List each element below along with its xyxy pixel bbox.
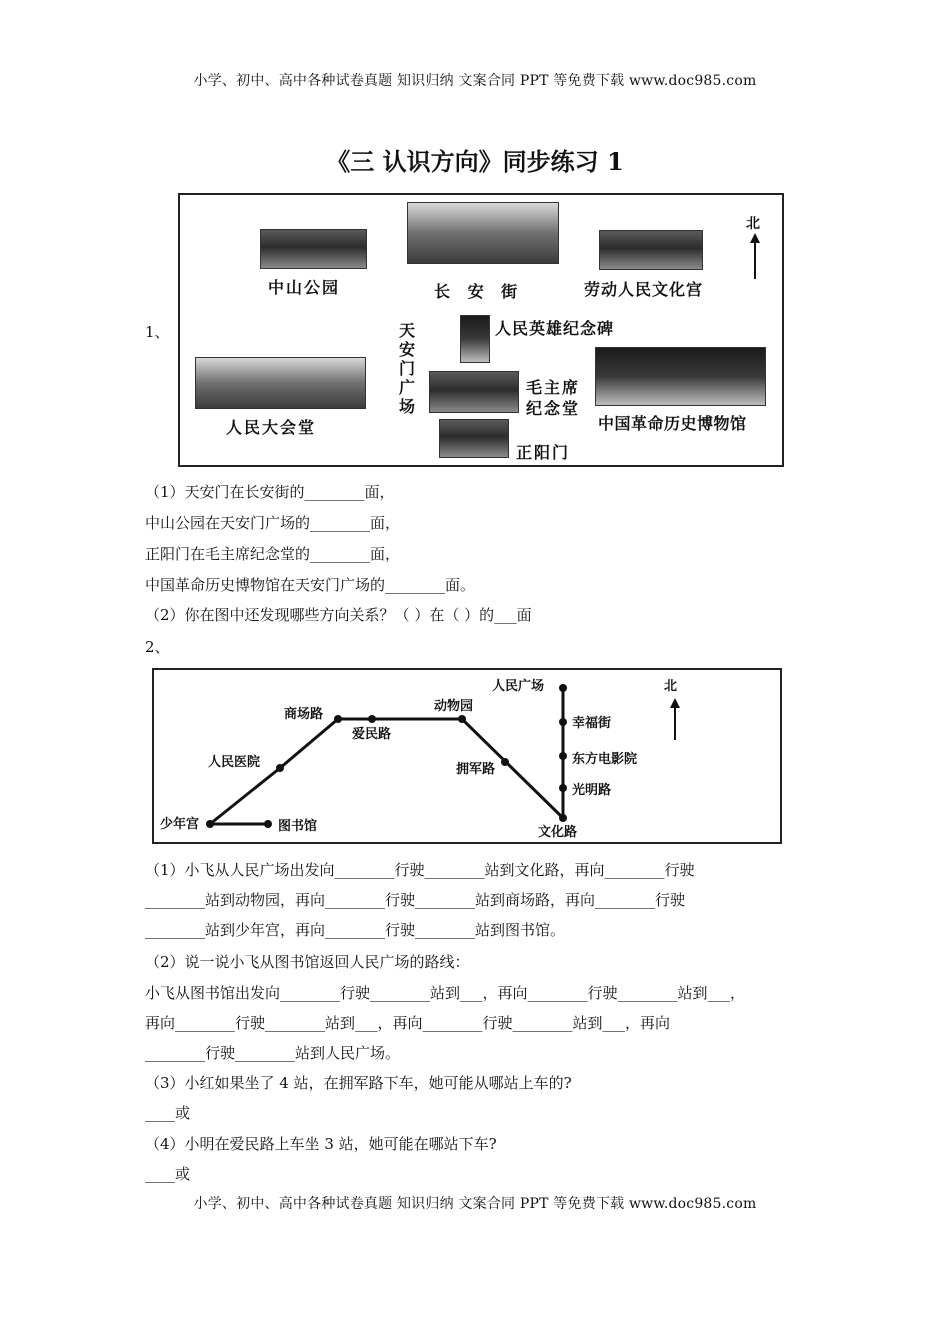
stop-dongfang [559,752,567,760]
label-renmin-yiyuan: 人民医院 [208,755,261,770]
north-arrowhead-icon [670,698,680,708]
stop-dongwu [458,715,466,723]
mausoleum-label-line1: 毛主席 [526,378,581,397]
q1-line-2: 中山公园在天安门广场的________面， [145,514,401,532]
q2-line-7: ________行驶________站到人民广场。 [145,1044,401,1062]
q2-line-1: （1）小飞从人民广场出发向________行驶________站到文化路，再向________行驶 [145,861,695,879]
laodong-palace-photo [599,230,703,270]
label-tushu: 图书馆 [278,819,318,834]
stop-tushu [264,820,272,828]
bus-route-svg [154,670,780,842]
label-shaonian: 少年宫 [160,817,200,832]
stop-shaonian [206,820,214,828]
stop-xingfu [559,718,567,726]
q1-line-3: 正阳门在毛主席纪念堂的________面， [145,545,401,563]
stop-guangming [559,784,567,792]
stop-wenhua [559,814,567,822]
zhengyang-gate-label: 正阳门 [516,443,571,462]
tiananmen-square-label: 天安门广场 [398,321,415,416]
tiananmen-map [178,193,784,467]
q2-line-11: ____或 [145,1165,191,1183]
label-xingfu: 幸福街 [572,716,612,731]
label-shangchang: 商场路 [284,707,324,722]
great-hall-photo [195,357,366,409]
q1-line-1: （1）天安门在长安街的________面， [145,483,395,501]
q2-line-6: 再向________行驶________站到___，再向________行驶________站到___，再向 [145,1014,671,1032]
north-label: 北 [664,679,678,694]
q2-line-10: （4）小明在爱民路上车坐 3 站，她可能在哪站下车? [145,1135,497,1153]
museum-photo [595,347,766,406]
zhongshan-park-photo [260,229,367,269]
question-1-number: 1、 [145,323,170,341]
page-header: 小学、初中、高中各种试卷真题 知识归纳 文案合同 PPT 等免费下载 www.doc985.com [193,73,757,89]
laodong-palace-label: 劳动人民文化宫 [584,280,704,299]
north-arrow-icon [748,233,762,281]
page-footer: 小学、初中、高中各种试卷真题 知识归纳 文案合同 PPT 等免费下载 www.doc985.com [193,1196,757,1212]
monument-photo [460,315,490,363]
stop-renmin-guangchang [559,684,567,692]
q2-line-4: （2）说一说小飞从图书馆返回人民广场的路线： [145,953,470,971]
q2-line-9: ____或 [145,1104,191,1122]
q2-line-8: （3）小红如果坐了 4 站，在拥军路下车，她可能从哪站上车的? [145,1074,572,1092]
zhengyang-gate-photo [439,419,509,458]
label-dongfang: 东方电影院 [572,752,638,767]
q2-line-3: ________站到少年宫，再向________行驶________站到图书馆。 [145,921,566,939]
museum-label: 中国革命历史博物馆 [598,414,747,433]
north-label: 北 [746,216,762,232]
tiananmen-gate-photo [407,202,559,264]
q2-line-2: ________站到动物园，再向________行驶________站到商场路，再向________行驶 [145,891,686,909]
stop-aimin [368,715,376,723]
changan-street-label: 长 安 街 [434,282,524,301]
bus-route-map [152,668,782,844]
mausoleum-photo [429,371,519,413]
route-line [210,688,563,824]
q2-line-5: 小飞从图书馆出发向________行驶________站到___，再向________行驶________站到___， [145,984,746,1002]
monument-label: 人民英雄纪念碑 [495,319,615,338]
label-guangming: 光明路 [572,783,612,798]
question-2-number: 2、 [145,638,170,656]
label-wenhua: 文化路 [538,825,578,840]
stop-shangchang [334,715,342,723]
q1-line-5: （2）你在图中还发现哪些方向关系？（ ）在（ ）的___面 [145,606,532,624]
zhongshan-park-label: 中山公园 [268,278,341,297]
label-renmin-guangchang: 人民广场 [492,679,545,694]
mausoleum-label-line2: 纪念堂 [526,399,581,418]
stop-renmin-yiyuan [276,764,284,772]
stop-yongjun [501,758,509,766]
label-dongwu: 动物园 [434,699,474,714]
page-title: 《三 认识方向》同步练习 1 [326,147,624,176]
label-yongjun: 拥军路 [456,762,496,777]
label-aimin: 爱民路 [352,727,392,742]
great-hall-label: 人民大会堂 [226,418,317,437]
q1-line-4: 中国革命历史博物馆在天安门广场的________面。 [145,576,476,594]
